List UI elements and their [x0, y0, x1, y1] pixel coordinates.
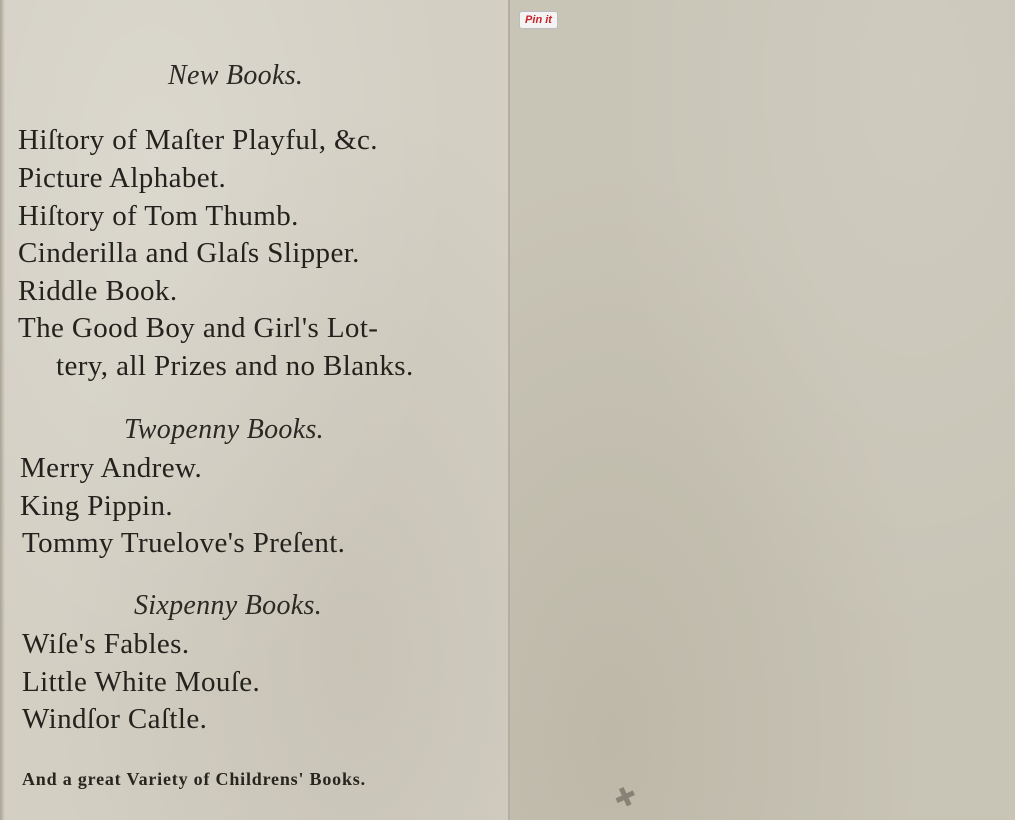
- book-item: Tommy Truelove's Preſent.: [22, 527, 346, 559]
- right-page: [510, 0, 1015, 820]
- book-item: Windſor Caſtle.: [22, 703, 208, 735]
- book-item: Hiſtory of Tom Thumb.: [18, 200, 299, 232]
- book-item: Picture Alphabet.: [18, 162, 227, 194]
- book-item: Merry Andrew.: [20, 452, 203, 484]
- footer-note: And a great Variety of Childrens' Books.: [22, 769, 366, 789]
- book-item: The Good Boy and Girl's Lot-: [18, 312, 379, 344]
- section-heading-sixpenny-books: Sixpenny Books.: [134, 590, 322, 621]
- page-gutter: [508, 0, 510, 820]
- section-heading-new-books: New Books.: [168, 60, 304, 91]
- book-item-continuation: tery, all Prizes and no Blanks.: [56, 350, 414, 382]
- section-heading-twopenny-books: Twopenny Books.: [124, 414, 324, 445]
- pencil-mark: ✚: [609, 779, 642, 816]
- book-item: Riddle Book.: [18, 275, 178, 307]
- book-item: Cinderilla and Glaſs Slipper.: [18, 237, 360, 269]
- pin-it-button[interactable]: Pin it: [519, 11, 558, 29]
- page-edge: [0, 0, 5, 820]
- book-item: Little White Mouſe.: [22, 666, 261, 698]
- book-item: Wiſe's Fables.: [22, 628, 190, 660]
- book-item: King Pippin.: [20, 490, 174, 522]
- book-item: Hiſtory of Maſter Playful, &c.: [18, 124, 378, 156]
